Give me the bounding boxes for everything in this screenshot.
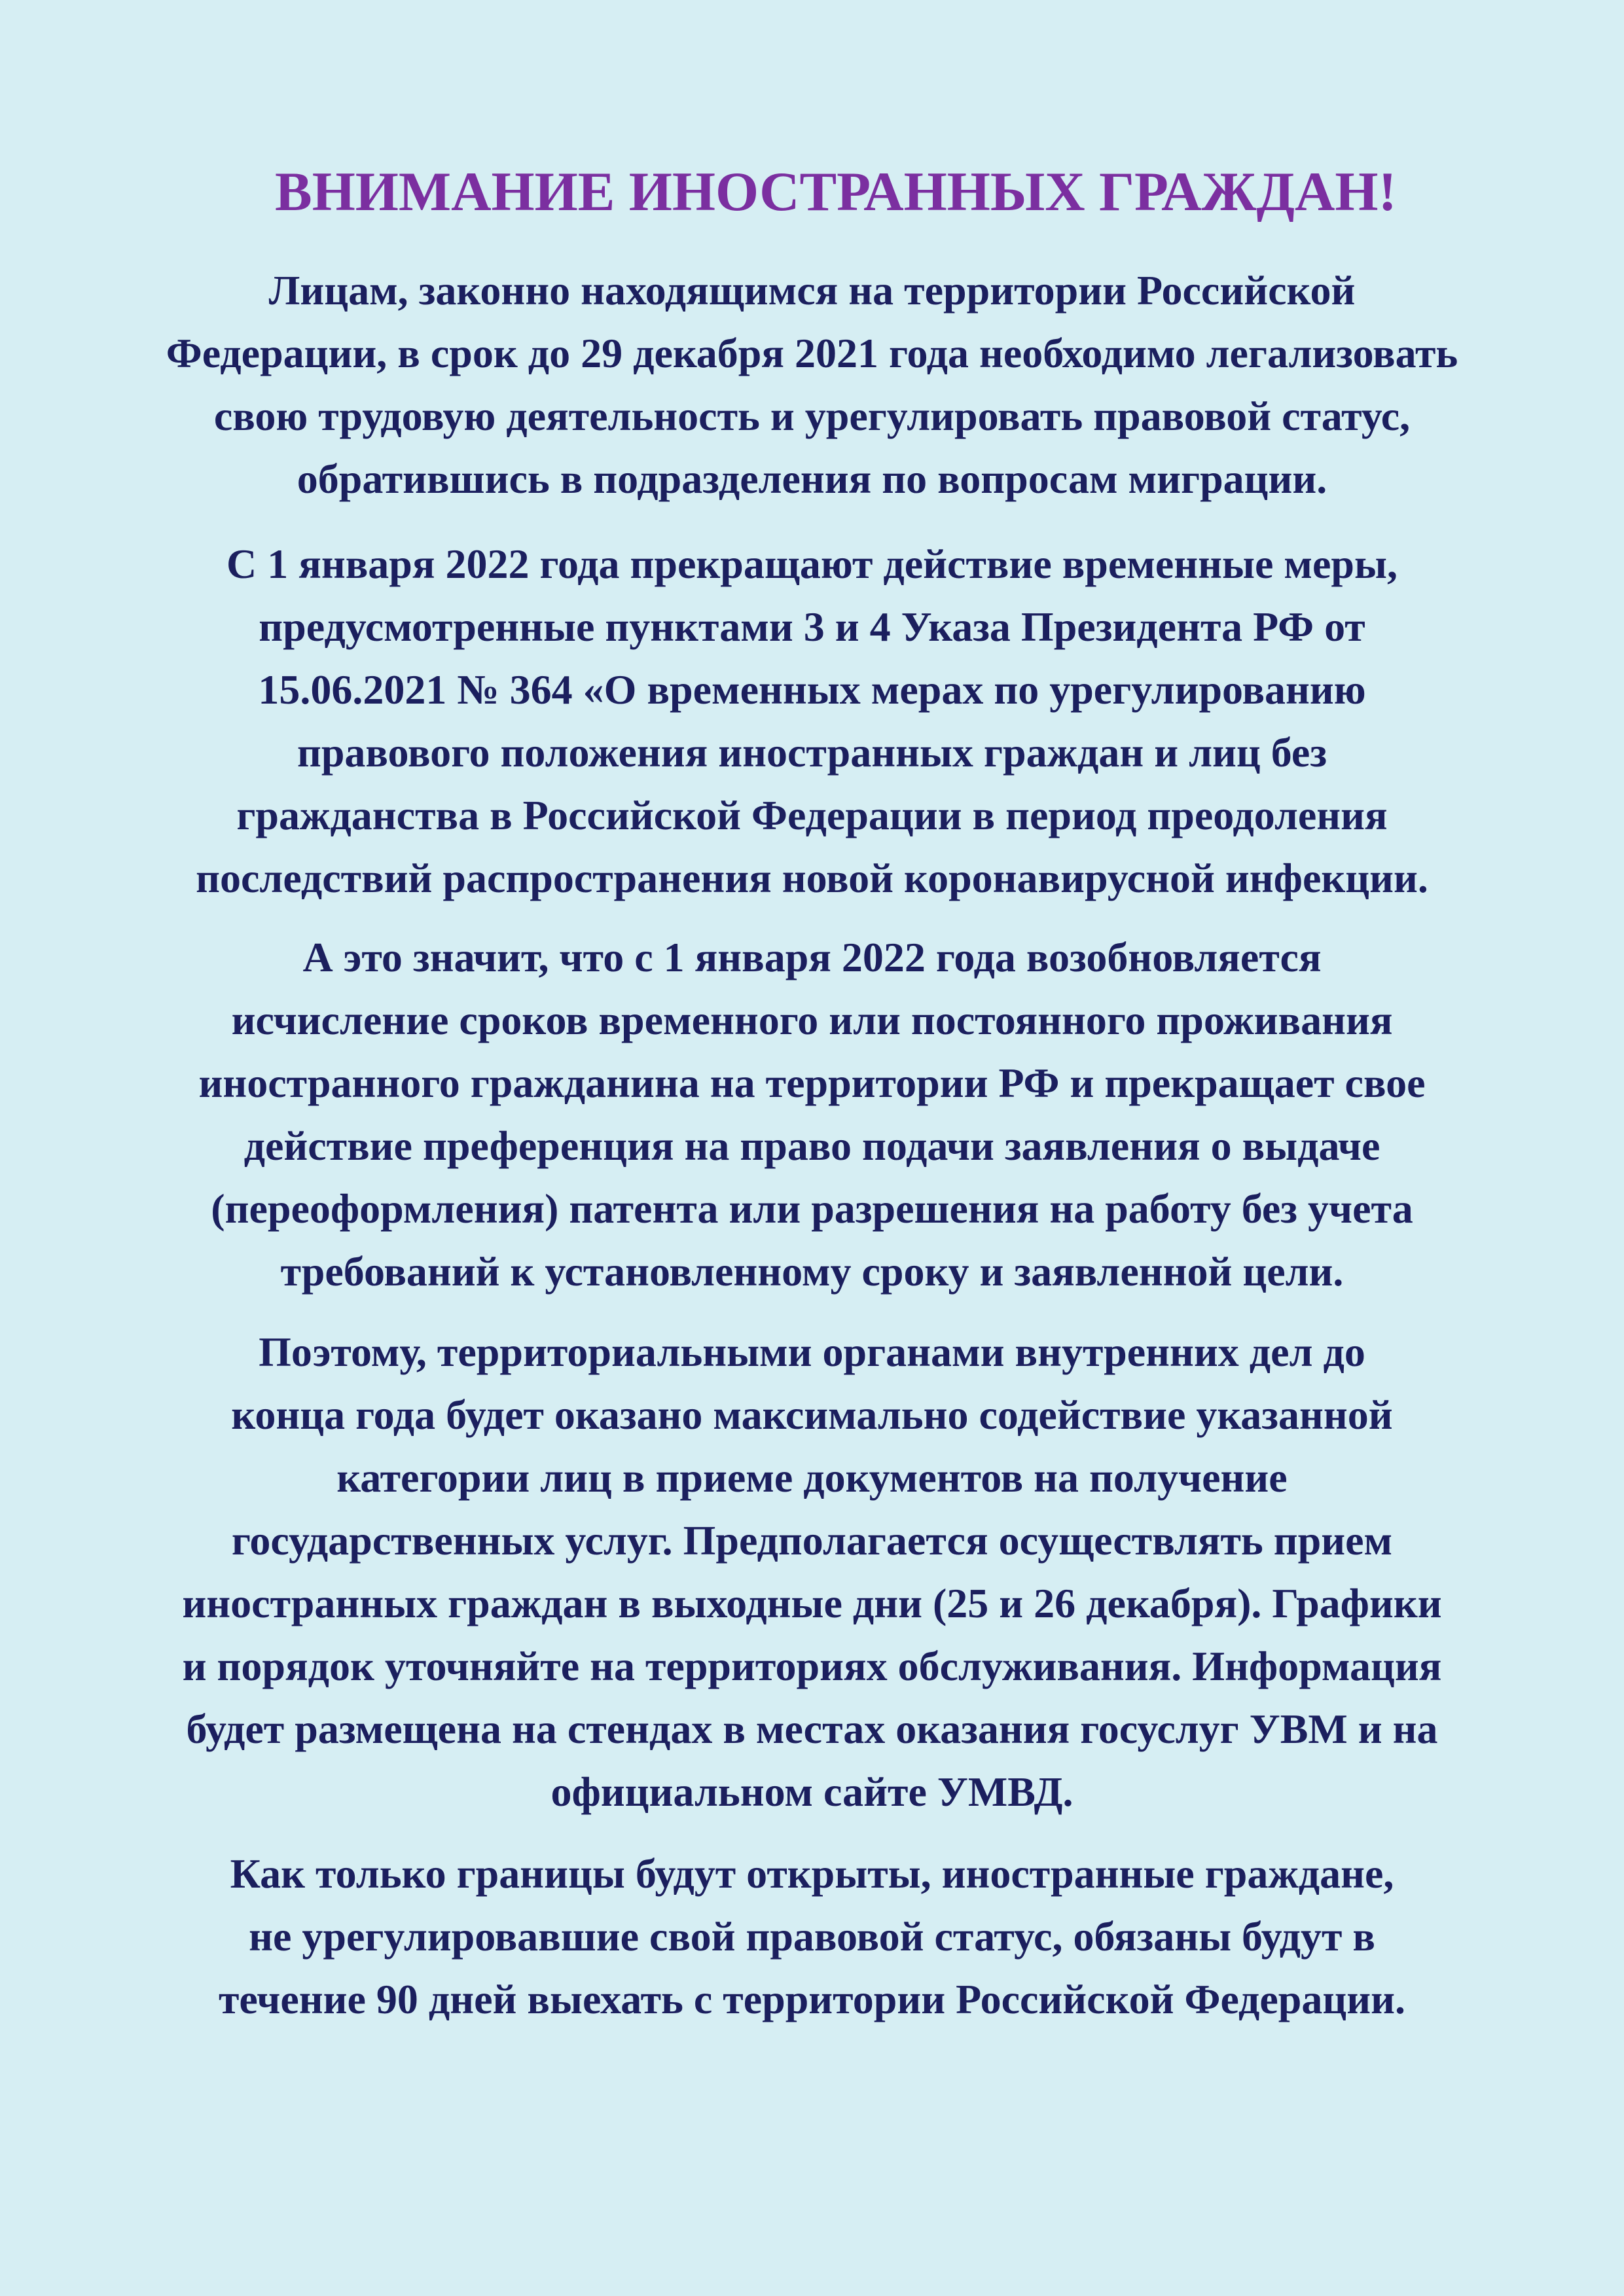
text-line: иностранного гражданина на территории РФ и прекращает свое [198,1060,1426,1106]
text-line: свою трудовую деятельность и урегулировать правовой статус, [213,393,1411,439]
text-line: требований к установленному сроку и заявленной цели. [280,1248,1344,1295]
text-line: конца года будет оказано максимально содействие указанной [231,1391,1393,1438]
text-line: Федерации, в срок до 29 декабря 2021 года необходимо легализовать [166,330,1458,376]
text-line: действие преференция на право подачи заявления о выдаче [244,1122,1380,1169]
text-line: гражданства в Российской Федерации в период преодоления [236,792,1388,838]
text-line: обратившись в подразделения по вопросам миграции. [297,456,1327,502]
paragraph-temporary-measures-end [39,533,1585,910]
text-line: последствий распространения новой коронавирусной инфекции. [196,855,1428,901]
paragraph-departure-obligation [39,1842,1585,2031]
text-line: государственных услуг. Предполагается осуществлять прием [231,1517,1393,1564]
text-line: 15.06.2021 № 364 «О временных мерах по урегулированию [258,666,1366,713]
paragraph-legalization-deadline [39,259,1585,511]
notice-title: ВНИМАНИЕ ИНОСТРАННЫХ ГРАЖДАН! [275,161,1397,223]
text-line: Как только границы будут открыты, иностранные граждане, [230,1850,1394,1897]
text-line: правового положения иностранных граждан и лиц без [297,729,1327,776]
text-line: предусмотренные пунктами 3 и 4 Указа Президента РФ от [259,603,1365,650]
text-line: исчисление сроков временного или постоянного проживания [231,997,1393,1043]
text-line: Лицам, законно находящимся на территории Российской [268,267,1356,314]
text-line: не урегулировавшие свой правовой статус, обязаны будут в [249,1913,1375,1960]
text-line: С 1 января 2022 года прекращают действие временные меры, [226,541,1398,587]
text-line: А это значит, что с 1 января 2022 года возобновляется [302,934,1322,980]
text-line: Поэтому, территориальными органами внутренних дел до [259,1329,1365,1375]
paragraph-assistance-schedule [39,1321,1585,1823]
paragraph-consequences [39,926,1585,1303]
text-line: официальном сайте УМВД. [550,1768,1074,1815]
text-line: иностранных граждан в выходные дни (25 и 26 декабря). Графики [182,1580,1442,1626]
text-line: и порядок уточняйте на территориях обслуживания. Информация [182,1643,1442,1689]
text-line: будет размещена на стендах в местах оказания госуслуг УВМ и на [186,1706,1438,1752]
text-line: (переоформления) патента или разрешения на работу без учета [211,1185,1413,1232]
text-line: категории лиц в приеме документов на получение [336,1454,1288,1501]
text-line: течение 90 дней выехать с территории Российской Федерации. [218,1976,1406,2022]
